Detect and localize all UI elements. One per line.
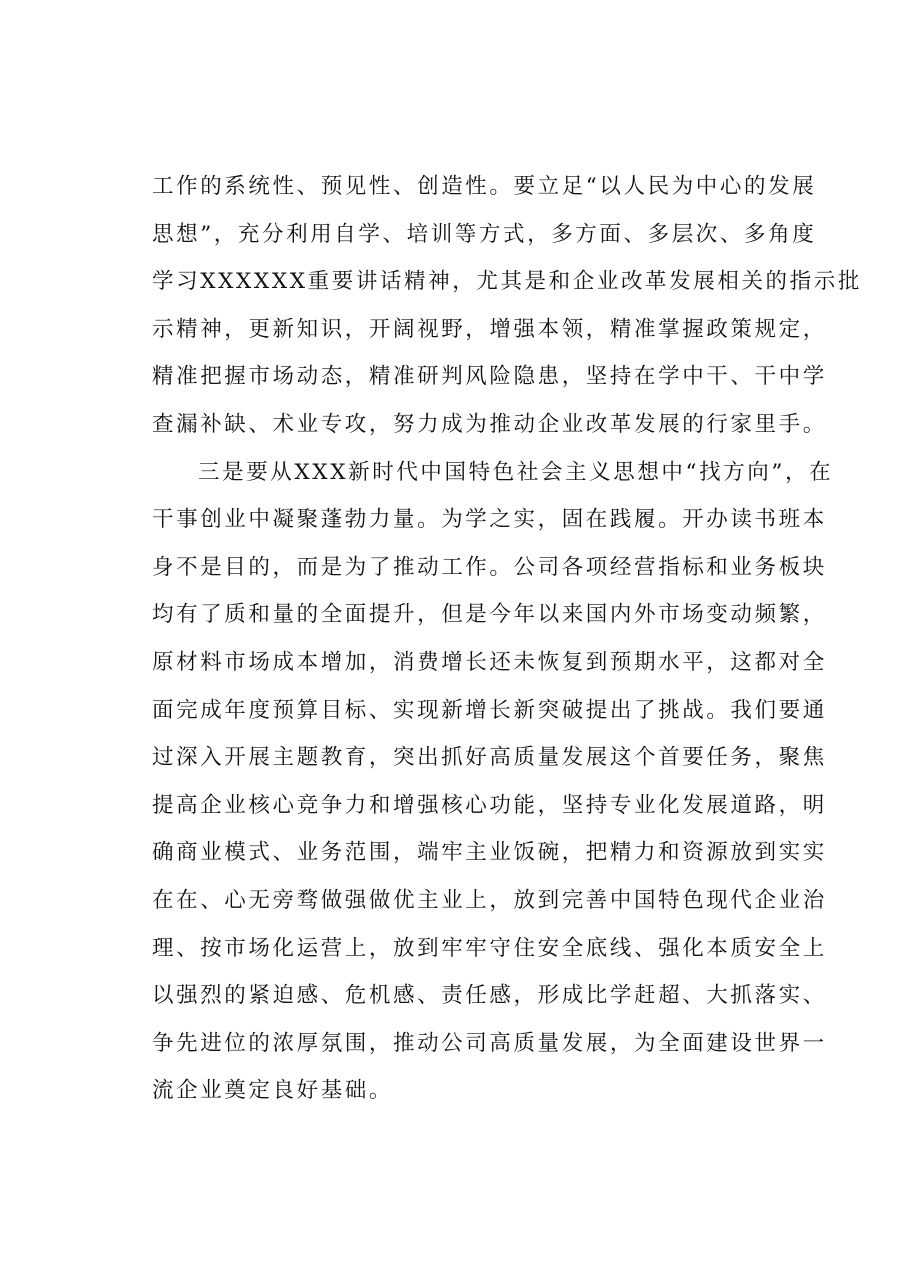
text-line-12: 面完成年度预算目标、实现新增长新突破提出了挑战。我们要通	[152, 697, 827, 723]
text-line-3: 学习XXXXXX重要讲话精神，尤其是和企业改革发展相关的指示批	[152, 269, 862, 295]
text-line-10: 均有了质和量的全面提升，但是今年以来国内外市场变动频繁，	[152, 602, 827, 628]
text-line-14: 提高企业核心竞争力和增强核心功能，坚持专业化发展道路，明	[152, 792, 827, 818]
text-line-18: 以强烈的紧迫感、危机感、责任感，形成比学赶超、大抓落实、	[152, 983, 827, 1009]
text-line-15: 确商业模式、业务范围，端牢主业饭碗，把精力和资源放到实实	[152, 840, 827, 866]
text-line-17: 理、按市场化运营上，放到牢牢守住安全底线、强化本质安全上	[152, 935, 827, 961]
text-line-8: 干事创业中凝聚蓬勃力量。为学之实，固在践履。开办读书班本	[152, 507, 827, 533]
text-line-7-paragraph-start: 三是要从XXX新时代中国特色社会主义思想中“找方向”，在	[198, 459, 834, 485]
text-line-16: 在在、心无旁骛做强做优主业上，放到完善中国特色现代企业治	[152, 887, 827, 913]
body-text	[152, 163, 862, 1115]
text-line-11: 原材料市场成本增加，消费增长还未恢复到预期水平，这都对全	[152, 649, 827, 675]
text-line-6: 查漏补缺、术业专攻，努力成为推动企业改革发展的行家里手。	[152, 411, 827, 437]
text-line-2: 思想”，充分利用自学、培训等方式，多方面、多层次、多角度	[152, 221, 817, 247]
text-line-4: 示精神，更新知识，开阔视野，增强本领，精准掌握政策规定，	[152, 316, 827, 342]
text-line-20: 流企业奠定良好基础。	[152, 1078, 394, 1104]
text-line-9: 身不是目的，而是为了推动工作。公司各项经营指标和业务板块	[152, 554, 827, 580]
text-line-5: 精准把握市场动态，精准研判风险隐患，坚持在学中干、干中学	[152, 364, 827, 390]
text-line-13: 过深入开展主题教育，突出抓好高质量发展这个首要任务，聚焦	[152, 745, 827, 771]
text-line-19: 争先进位的浓厚氛围，推动公司高质量发展，为全面建设世界一	[152, 1030, 827, 1056]
text-line-1: 工作的系统性、预见性、创造性。要立足“以人民为中心的发展	[152, 174, 817, 199]
